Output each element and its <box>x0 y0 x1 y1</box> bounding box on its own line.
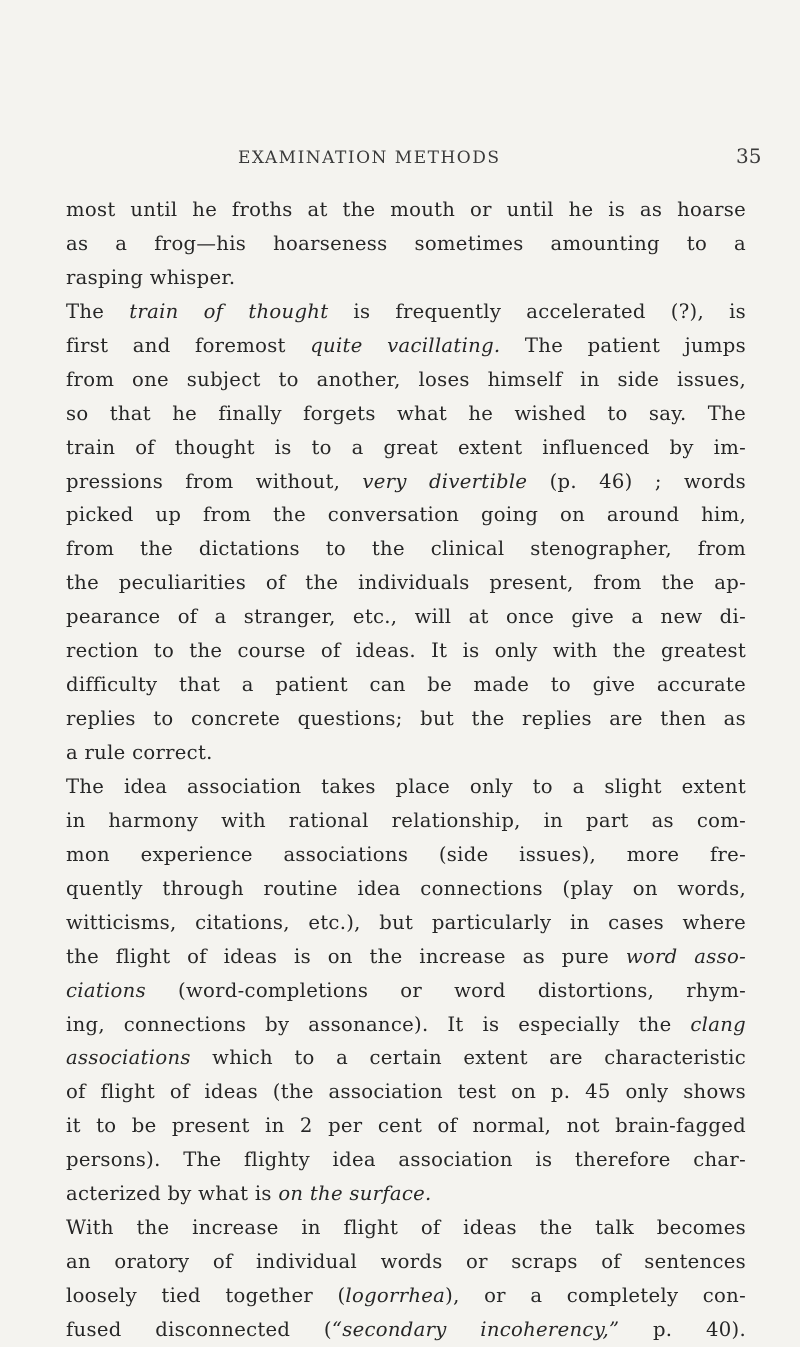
italic-text: ciations <box>66 978 146 1002</box>
text-run: With the increase in flight of ideas the talk becomes <box>66 1216 746 1240</box>
text-line <box>66 532 746 566</box>
text-line <box>66 1177 746 1211</box>
italic-text: clang <box>690 1012 746 1036</box>
text-run: ), or a completely con- <box>445 1284 746 1307</box>
text-run: a rule correct. <box>66 741 213 764</box>
text-run: ing, connections by assonance). It is especially the <box>66 1012 691 1036</box>
text-run: most until he froths at the mouth or until he is as hoarse <box>66 198 746 221</box>
italic-text: associations <box>66 1046 191 1070</box>
text-run: pearance of a stranger, etc., will at once give a new di- <box>66 605 746 629</box>
text-line <box>66 465 746 499</box>
text-line <box>66 431 746 465</box>
text-run: the flight of ideas is on the increase as pure <box>66 944 626 968</box>
italic-text: logorrhea <box>345 1284 446 1307</box>
text-line <box>66 261 746 295</box>
text-run: replies to concrete questions; but the replies are then as <box>66 707 746 731</box>
text-run: as a frog—his hoarseness sometimes amounting to a <box>66 231 746 255</box>
text-line <box>66 566 746 600</box>
text-line <box>66 498 746 532</box>
text-run: picked up from the conversation going on around him, <box>66 503 746 527</box>
text-run: The idea association takes place only to a slight extent <box>66 774 746 798</box>
text-run: (p. 46) ; words <box>527 469 746 493</box>
text-line <box>66 397 746 431</box>
text-run: train of thought is to a great extent influenced by im- <box>66 435 746 459</box>
text-line <box>66 1075 746 1109</box>
text-line <box>66 1109 746 1143</box>
text-run: from the dictations to the clinical stenographer, from <box>66 537 746 561</box>
text-line <box>66 1041 746 1075</box>
italic-text: train of thought <box>129 299 329 323</box>
text-line <box>66 600 746 634</box>
text-run: an oratory of individual words or scraps of sentences <box>66 1250 746 1274</box>
text-line <box>66 295 746 329</box>
text-run: (word-completions or word distortions, rhym- <box>145 978 746 1002</box>
italic-text: “secondary incoherency,” <box>331 1317 620 1341</box>
text-line <box>66 668 746 702</box>
text-line <box>66 193 746 227</box>
text-run: of flight of ideas (the association test on p. 45 only shows <box>66 1080 746 1104</box>
text-run: The <box>66 299 130 323</box>
text-run: pressions from without, <box>66 469 363 493</box>
text-line <box>66 974 746 1008</box>
text-run: mon experience associations (side issues), more fre- <box>66 842 746 866</box>
running-title: EXAMINATION METHODS <box>238 148 501 168</box>
text-line <box>66 838 746 872</box>
text-line <box>66 1313 746 1347</box>
text-line <box>66 363 746 397</box>
text-line <box>66 1143 746 1177</box>
text-run: difficulty that a patient can be made to give accurate <box>66 673 746 697</box>
text-line <box>66 227 746 261</box>
text-run: is frequently accelerated (?), is <box>328 299 746 323</box>
text-line <box>66 1279 746 1313</box>
text-line <box>66 906 746 940</box>
text-run: first and foremost <box>66 333 311 357</box>
italic-text: very divertible <box>362 469 528 493</box>
text-run: from one subject to another, loses himself in side issues, <box>66 367 746 391</box>
text-run: it to be present in 2 per cent of normal, not brain-fagged <box>66 1114 746 1138</box>
text-run: p. 40). <box>619 1317 747 1341</box>
text-run: witticisms, citations, etc.), but particularly in cases where <box>66 910 746 934</box>
text-line <box>66 1211 746 1245</box>
text-run: loosely tied together ( <box>66 1284 346 1307</box>
text-line <box>66 634 746 668</box>
text-line <box>66 1245 746 1279</box>
text-run: in harmony with rational relationship, in part as com- <box>66 808 746 832</box>
text-run: quently through routine idea connections (play on words, <box>66 876 746 900</box>
text-line <box>66 329 746 363</box>
text-line <box>66 940 746 974</box>
text-run: rection to the course of ideas. It is only with the greatest <box>66 639 746 663</box>
italic-text: word asso- <box>625 944 746 968</box>
italic-text: on the surface. <box>278 1182 432 1206</box>
text-line <box>66 702 746 736</box>
text-line <box>66 872 746 906</box>
text-run: rasping whisper. <box>66 265 236 289</box>
italic-text: quite vacillating. <box>310 333 501 357</box>
text-run: The patient jumps <box>500 333 746 357</box>
text-run: persons). The flighty idea association is therefore char- <box>66 1148 746 1172</box>
text-run: acterized by what is <box>66 1182 279 1206</box>
page-number: 35 <box>736 144 762 168</box>
text-run: so that he finally forgets what he wished to say. The <box>66 401 746 425</box>
text-line <box>66 804 746 838</box>
body-text <box>66 193 746 1347</box>
text-run: fused disconnected ( <box>66 1317 332 1341</box>
running-head <box>0 144 800 176</box>
text-line <box>66 770 746 804</box>
text-line <box>66 736 746 770</box>
text-run: which to a certain extent are characteristic <box>190 1046 746 1070</box>
text-run: the peculiarities of the individuals present, from the ap- <box>66 571 746 595</box>
text-line <box>66 1008 746 1042</box>
